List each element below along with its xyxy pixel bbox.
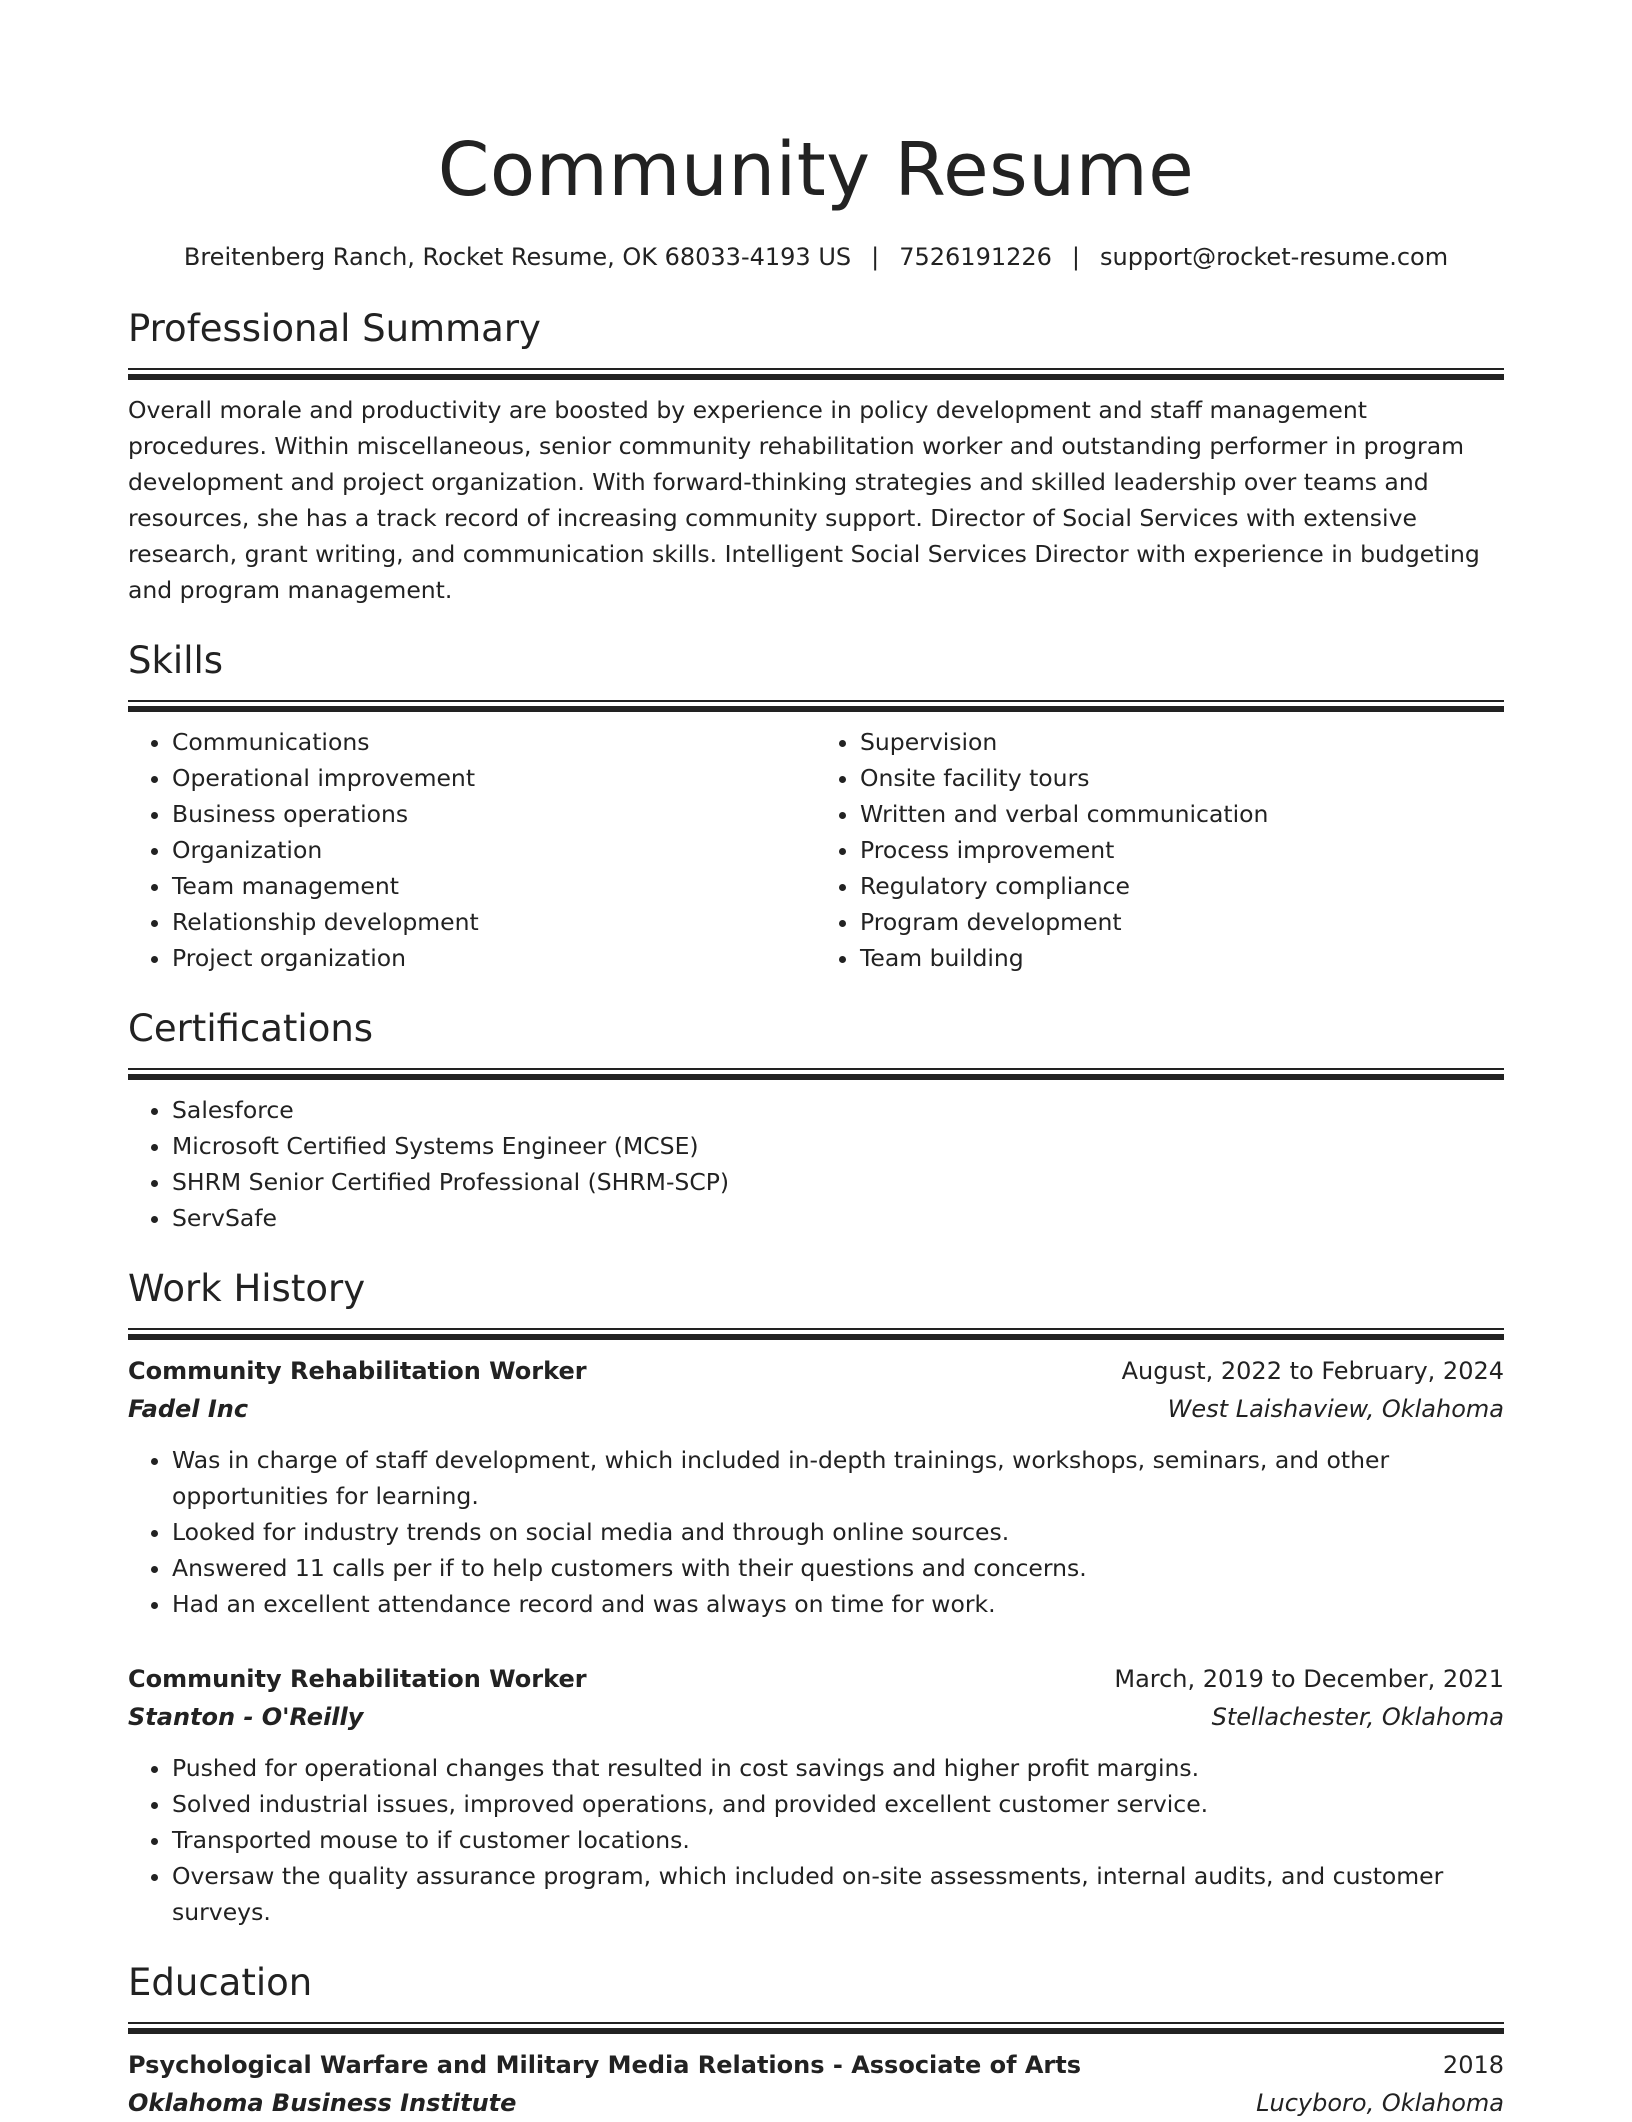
- certification-item: • SHRM Senior Certified Professional (SHRM-SCP): [172, 1164, 1504, 1200]
- section-divider: [128, 2022, 1504, 2034]
- skill-item: • Communications: [172, 724, 816, 760]
- contact-line: [128, 240, 1504, 274]
- skills-list-right: [816, 724, 1504, 976]
- section-divider: [128, 1328, 1504, 1340]
- certification-item: • Salesforce: [172, 1092, 1504, 1128]
- skill-item: • Project organization: [172, 940, 816, 976]
- education-heading: Education: [128, 1961, 313, 2004]
- certifications-heading: Certifications: [128, 1007, 374, 1050]
- job-bullet: • Solved industrial issues, improved operations, and provided excellent customer service.: [172, 1786, 1504, 1822]
- skill-item: • Relationship development: [172, 904, 816, 940]
- education-header-row: [128, 2046, 1504, 2084]
- skill-item: • Team building: [860, 940, 1504, 976]
- education-degree: Psychological Warfare and Military Media Relations - Associate of Arts: [128, 2051, 1082, 2079]
- job-bullet: • Was in charge of staff development, which included in-depth trainings, workshops, seminars, and other opportunities for learning.: [172, 1442, 1504, 1514]
- summary-section: [128, 304, 1504, 608]
- summary-text: Overall morale and productivity are boosted by experience in policy development and staff management procedures. Within miscellaneous, senior community rehabilitation worker and outstanding performer in program development and project organization. With forward-thinking strategies and skilled leadership over teams and resources, she has a track record of increasing community support. Director of Social Services with extensive research, grant writing, and communication skills. Intelligent Social Services Director with experience in budgeting and program management.: [128, 396, 1480, 604]
- contact-phone: 7526191226: [899, 243, 1052, 271]
- job-entry: [128, 1660, 1504, 1930]
- work-section: [128, 1264, 1504, 1930]
- job-header-row: [128, 1660, 1504, 1698]
- job-dates: August, 2022 to February, 2024: [1121, 1357, 1504, 1385]
- job-header-row: [128, 1352, 1504, 1390]
- skill-item: • Business operations: [172, 796, 816, 832]
- education-year: 2018: [1442, 2051, 1504, 2079]
- education-section: [128, 1958, 1504, 2122]
- job-title: Community Rehabilitation Worker: [128, 1357, 587, 1385]
- job-company-row: [128, 1698, 1504, 1736]
- contact-email: support@rocket-resume.com: [1100, 243, 1449, 271]
- education-school: Oklahoma Business Institute: [128, 2089, 517, 2117]
- skill-item: • Process improvement: [860, 832, 1504, 868]
- job-bullets: [128, 1442, 1504, 1622]
- skill-item: • Onsite facility tours: [860, 760, 1504, 796]
- certification-item: • Microsoft Certified Systems Engineer (MCSE): [172, 1128, 1504, 1164]
- job-bullet: • Pushed for operational changes that resulted in cost savings and higher profit margins.: [172, 1750, 1504, 1786]
- education-location: Lucyboro, Oklahoma: [1256, 2089, 1504, 2117]
- job-bullet: • Had an excellent attendance record and was always on time for work.: [172, 1586, 1504, 1622]
- skill-item: • Written and verbal communication: [860, 796, 1504, 832]
- skill-item: • Organization: [172, 832, 816, 868]
- skill-item: • Regulatory compliance: [860, 868, 1504, 904]
- skills-section: [128, 636, 1504, 976]
- skill-item: • Supervision: [860, 724, 1504, 760]
- job-title: Community Rehabilitation Worker: [128, 1665, 587, 1693]
- skill-item: • Team management: [172, 868, 816, 904]
- summary-heading: Professional Summary: [128, 307, 541, 350]
- certifications-list: [128, 1092, 1504, 1236]
- skill-item: • Operational improvement: [172, 760, 816, 796]
- job-bullet: • Looked for industry trends on social media and through online sources.: [172, 1514, 1504, 1550]
- job-company: Fadel Inc: [128, 1395, 249, 1423]
- contact-address: Breitenberg Ranch, Rocket Resume, OK 68033-4193 US: [183, 243, 852, 271]
- certifications-section: [128, 1004, 1504, 1236]
- job-entry: [128, 1352, 1504, 1622]
- skills-grid: [128, 712, 1504, 976]
- section-divider: [128, 1068, 1504, 1080]
- job-bullets: [128, 1750, 1504, 1930]
- job-location: Stellachester, Oklahoma: [1211, 1703, 1504, 1731]
- job-location: West Laishaview, Oklahoma: [1167, 1395, 1504, 1423]
- education-entry: [128, 2046, 1504, 2122]
- contact-separator: |: [1071, 243, 1081, 271]
- skills-list-left: [128, 724, 816, 976]
- job-dates: March, 2019 to December, 2021: [1114, 1665, 1504, 1693]
- section-divider: [128, 700, 1504, 712]
- contact-separator: |: [871, 243, 880, 271]
- work-heading: Work History: [128, 1267, 366, 1310]
- job-bullet: • Answered 11 calls per if to help customers with their questions and concerns.: [172, 1550, 1504, 1586]
- resume-name: Community Resume: [437, 127, 1195, 213]
- job-bullet: • Transported mouse to if customer locations.: [172, 1822, 1504, 1858]
- section-divider: [128, 368, 1504, 380]
- certification-item: • ServSafe: [172, 1200, 1504, 1236]
- skills-heading: Skills: [128, 639, 224, 682]
- education-school-row: [128, 2084, 1504, 2122]
- job-company: Stanton - O'Reilly: [128, 1703, 364, 1731]
- job-bullet: • Oversaw the quality assurance program, which included on-site assessments, internal audits, and customer surveys.: [172, 1858, 1504, 1930]
- job-company-row: [128, 1390, 1504, 1428]
- skill-item: • Program development: [860, 904, 1504, 940]
